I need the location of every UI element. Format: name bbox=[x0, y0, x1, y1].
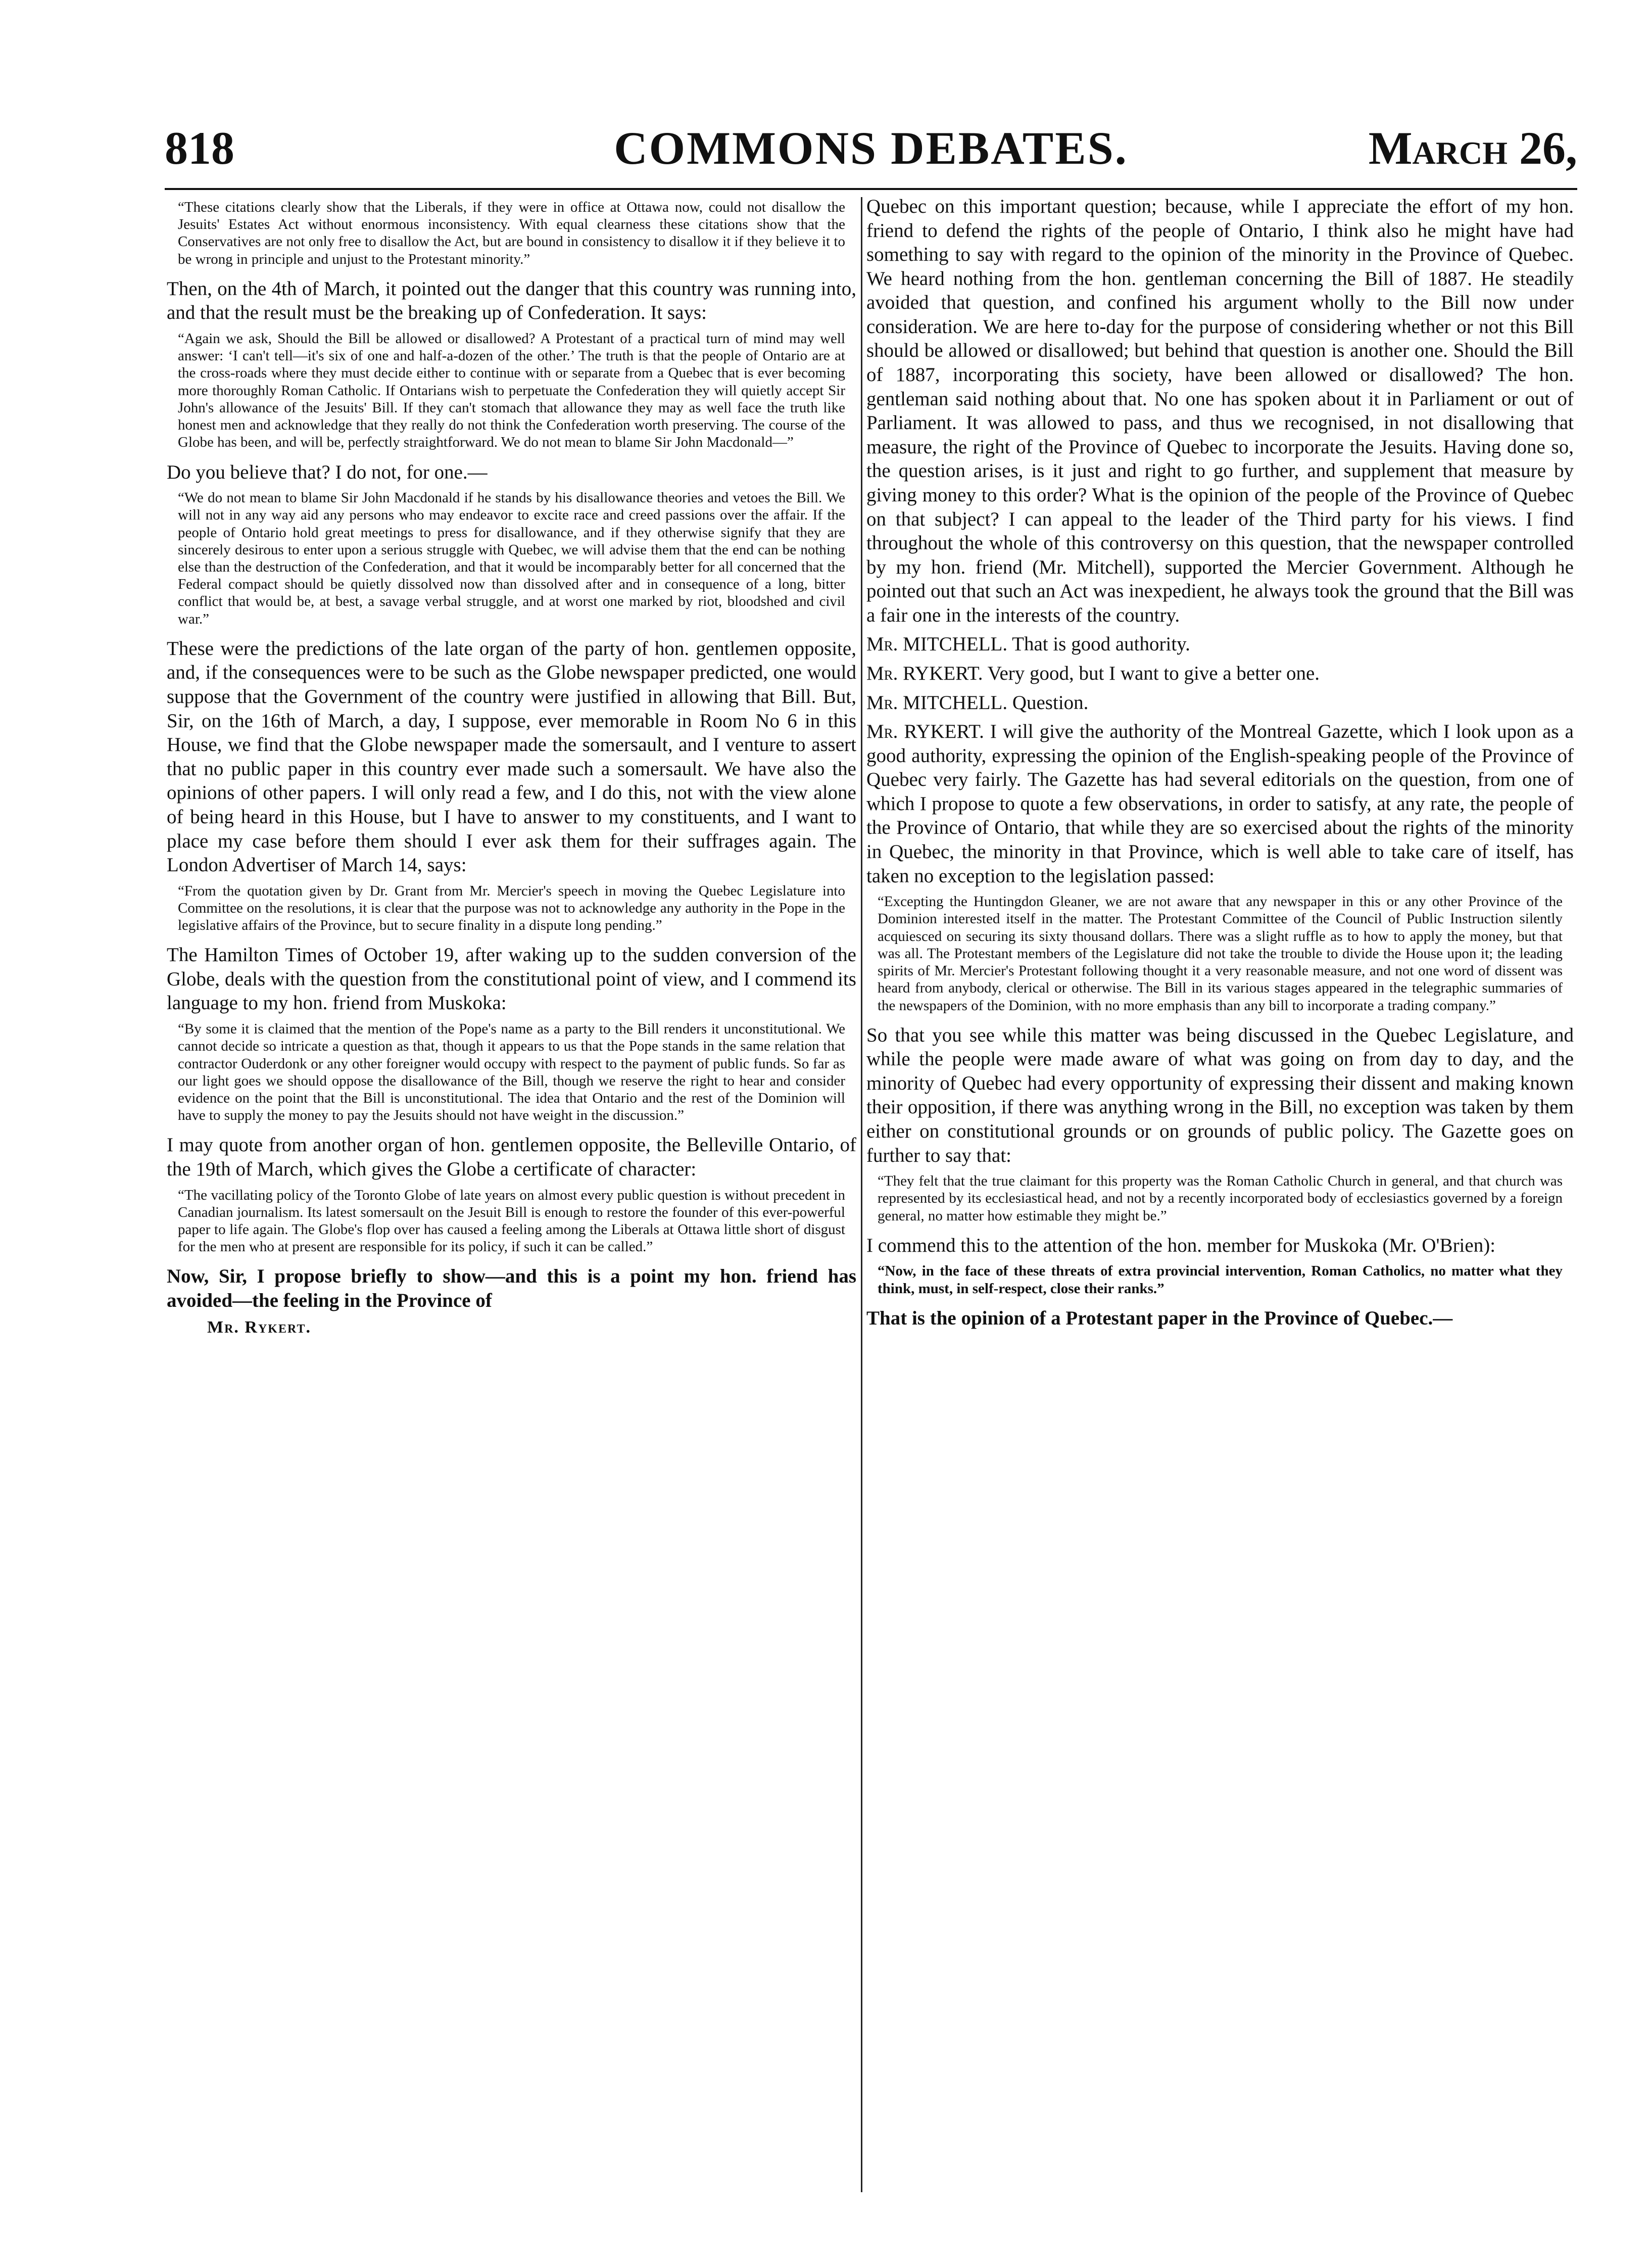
speech-mitchell bbox=[866, 632, 1574, 656]
quotation: “The vacillating policy of the Toronto Globe of late years on almost every public question is without precedent in Canadian journalism. Its latest somersault on the Jesuit Bill is enough to restore the founder of this ever-powerful paper to life again. The Globe's flop over has caused a feeling among the Liberals at Ottawa little short of disgust for the men who at present are responsible for its policy, if such it can be called.” bbox=[178, 1187, 845, 1255]
right-column bbox=[866, 195, 1574, 2197]
speech-text: I will give the authority of the Montreal Gazette, which I look upon as a good authority, expressing the opinion of the English-speaking people of the Province of Quebec very fairly. The Gazette has had several editorials on the question, from one of which I propose to quote a few observations, in order to satisfy, at any rate, the people of the Province of Ontario, that while they are so exercised about the rights of the minority in Quebec, the minority in that Province, which is well able to take care of itself, has taken no exception to the legislation passed: bbox=[866, 721, 1574, 887]
quotation: “By some it is claimed that the mention of the Pope's name as a party to the Bill renders it unconstitutional. We cannot decide so intricate a question as that, though it appears to us that the Pope stands in the same relation that contractor Ouderdonk or any other foreigner would occupy with respect to the payment of public funds. So far as our light goes we should oppose the disallowance of the Bill, though we reserve the right to hear and consider evidence on the point that the Bill is unconstitutional. The idea that Ontario and the rest of the Dominion will have to supply the money to pay the Jesuits should not have weight in the discussion.” bbox=[178, 1021, 845, 1124]
paragraph: Do you believe that? I do not, for one.— bbox=[167, 461, 488, 483]
quotation: “These citations clearly show that the Liberals, if they were in office at Ottawa now, could not disallow the Jesuits' Estates Act without enormous inconsistency. With equal clearness these citations show that the Conservatives are not only free to disallow the Act, but are bound in consistency to disallow it if they believe it to be wrong in principle and unjust to the Protestant minority.” bbox=[178, 199, 845, 267]
page-date: March 26, bbox=[1368, 122, 1577, 174]
column-divider bbox=[861, 197, 862, 2192]
speaker-name: Mr. MITCHELL. bbox=[866, 691, 1008, 714]
paragraph: Now, Sir, I propose briefly to show—and this is a point my hon. friend has avoided—the feeling in the Province of bbox=[167, 1265, 856, 1311]
paragraph: Then, on the 4th of March, it pointed out the danger that this country was running into, and that the result must be the breaking up of Confederation. It says: bbox=[167, 277, 856, 324]
paragraph: That is the opinion of a Protestant paper in the Province of Quebec.— bbox=[866, 1307, 1453, 1329]
page-header bbox=[165, 111, 1577, 187]
paragraph: The Hamilton Times of October 19, after waking up to the sudden conversion of the Globe, deals with the question from the constitutional point of view, and I commend its language to my hon. friend from Muskoka: bbox=[167, 944, 856, 1014]
speaker-name: Mr. RYKERT. bbox=[866, 721, 984, 743]
page-number: 818 bbox=[165, 122, 234, 174]
speech-mitchell bbox=[866, 691, 1574, 715]
paragraph: So that you see while this matter was being discussed in the Quebec Legislature, and while the people were made aware of what was going on from day to day, and the minority of Quebec had every opportunity of expressing their dissent and making known their opposition, if there was anything wrong in the Bill, no exception was taken by them either on constitutional grounds or on grounds of public policy. The Gazette goes on further to say that: bbox=[866, 1024, 1574, 1166]
speech-text: Question. bbox=[1012, 691, 1089, 714]
left-column bbox=[167, 195, 856, 2197]
speech-text: Very good, but I want to give a better one. bbox=[987, 662, 1320, 684]
speech-rykert bbox=[866, 720, 1574, 888]
quotation: “We do not mean to blame Sir John Macdonald if he stands by his disallowance theories and vetoes the Bill. We will not in any way aid any persons who may endeavor to excite race and creed passions over the affair. If the people of Ontario hold great meetings to press for disallowance, and if they otherwise signify that they are sincerely desirous to enter upon a serious struggle with Quebec, we will advise them that the end can be nothing else than the destruction of the Confederation, and that it would be incomparably better for all concerned that the Federal compact should be quietly dissolved now than dissolved after and in consequence of a long, bitter conflict that would be, at best, a savage verbal struggle, and at worst one marked by riot, bloodshed and civil war.” bbox=[178, 490, 845, 627]
page-title: COMMONS DEBATES. bbox=[614, 122, 1128, 174]
speaker-footer: Mr. Rykert. bbox=[207, 1317, 311, 1337]
paragraph: Quebec on this important question; because, while I appreciate the effort of my hon. friend to defend the rights of the people of Ontario, I think also he might have had something to say with regard to the opinion of the minority in the Province of Quebec. We heard nothing from the hon. gentleman concerning the Bill of 1887. He steadily avoided that question, and confined his argument wholly to the Bill now under consideration. We are here to-day for the purpose of considering whether or not this Bill should be allowed or disallowed; but behind that question is another one. Should the Bill of 1887, incorporating this society, have been allowed or disallowed? The hon. gentleman said nothing about that. No one has spoken about it in Parliament or out of Parliament. It was allowed to pass, and thus we recognised, in not disallowing that measure, the right of the Province of Quebec to incorporate the Jesuits. Having done so, the question arises, is it just and right to go further, and supplement that measure by giving money to this order? What is the opinion of the people of the Province of Quebec on that subject? I can appeal to the leader of the Third party for his views. I find throughout the whole of this controversy on this question, that the newspaper controlled by my hon. friend (Mr. Mitchell), supported the Mercier Government. Although he pointed out that such an Act was inexpedient, he always took the ground that the Bill was a fair one in the interests of the country. bbox=[866, 196, 1574, 626]
paragraph: These were the predictions of the late organ of the party of hon. gentlemen opposite, and, if the consequences were to be such as the Globe newspaper predicted, one would suppose that the Government of the country were justified in allowing that Bill. But, Sir, on the 16th of March, a day, I suppose, ever memorable in Room No 6 in this House, we find that the Globe newspaper made the somersault, and I venture to assert that no public paper in this country ever made such a somersault. We have also the opinions of other papers. I will only read a few, and I do this, not with the view alone of being heard in this House, but I have to answer to my constituents, and I want to place my case before them should I ever ask them for their suffrages again. The London Advertiser of March 14, says: bbox=[167, 637, 856, 876]
quotation: “Now, in the face of these threats of extra provincial intervention, Roman Catholics, no matter what they think, must, in self-respect, close their ranks.” bbox=[878, 1263, 1563, 1297]
paragraph: I commend this to the attention of the hon. member for Muskoka (Mr. O'Brien): bbox=[866, 1234, 1496, 1256]
speaker-name: Mr. MITCHELL. bbox=[866, 633, 1008, 655]
quotation: “Again we ask, Should the Bill be allowed or disallowed? A Protestant of a practical turn of mind may well answer: ‘I can't tell—it's six of one and half-a-dozen of the other.’ The truth is that the people of Ontario are at the cross-roads where they must decide either to continue with or separate from a Quebec that is ever becoming more thoroughly Roman Catholic. If Ontarians wish to perpetuate the Confederation they will quietly accept Sir John's allowance of the Jesuits' Bill. If they can't stomach that allowance they may as well face the truth like honest men and acknowledge that they really do not think the Confederation worth preserving. The course of the Globe has been, and will be, perfectly straightforward. We do not mean to blame Sir John Macdonald—” bbox=[178, 330, 845, 451]
quotation: “From the quotation given by Dr. Grant from Mr. Mercier's speech in moving the Quebec Legislature into Committee on the resolutions, it is clear that the purpose was not to acknowledge any authority in the Pope in the legislative affairs of the Province, but to secure finality in a dispute long pending.” bbox=[178, 882, 845, 934]
speech-rykert bbox=[866, 662, 1574, 686]
paragraph: I may quote from another organ of hon. gentlemen opposite, the Belleville Ontario, of the 19th of March, which gives the Globe a certificate of character: bbox=[167, 1134, 856, 1180]
quotation: “They felt that the true claimant for this property was the Roman Catholic Church in general, and that church was represented by its ecclesiastical head, and not by a recently incorporated body of ecclesiastics governed by a foreign general, no matter how estimable they might be.” bbox=[878, 1173, 1563, 1224]
speech-text: That is good authority. bbox=[1012, 633, 1190, 655]
quotation: “Excepting the Huntingdon Gleaner, we are not aware that any newspaper in this or any other Province of the Dominion interested itself in the matter. The Protestant Committee of the Council of Public Instruction silently acquiesced on securing its sixty thousand dollars. There was a slight ruffle as to how to apply the money, but that was all. The Protestant members of the Legislature did not take the trouble to divide the House upon it; the leading spirits of Mr. Mercier's Protestant following thought it a very reasonable measure, and not one word of dissent was heard from anybody, clerical or otherwise. The Bill in its various stages appeared in the telegraphic summaries of the newspapers of the Dominion, with no more emphasis than any bill to incorporate a trading company.” bbox=[878, 893, 1563, 1014]
speaker-name: Mr. RYKERT. bbox=[866, 662, 983, 684]
header-rule bbox=[165, 188, 1577, 190]
